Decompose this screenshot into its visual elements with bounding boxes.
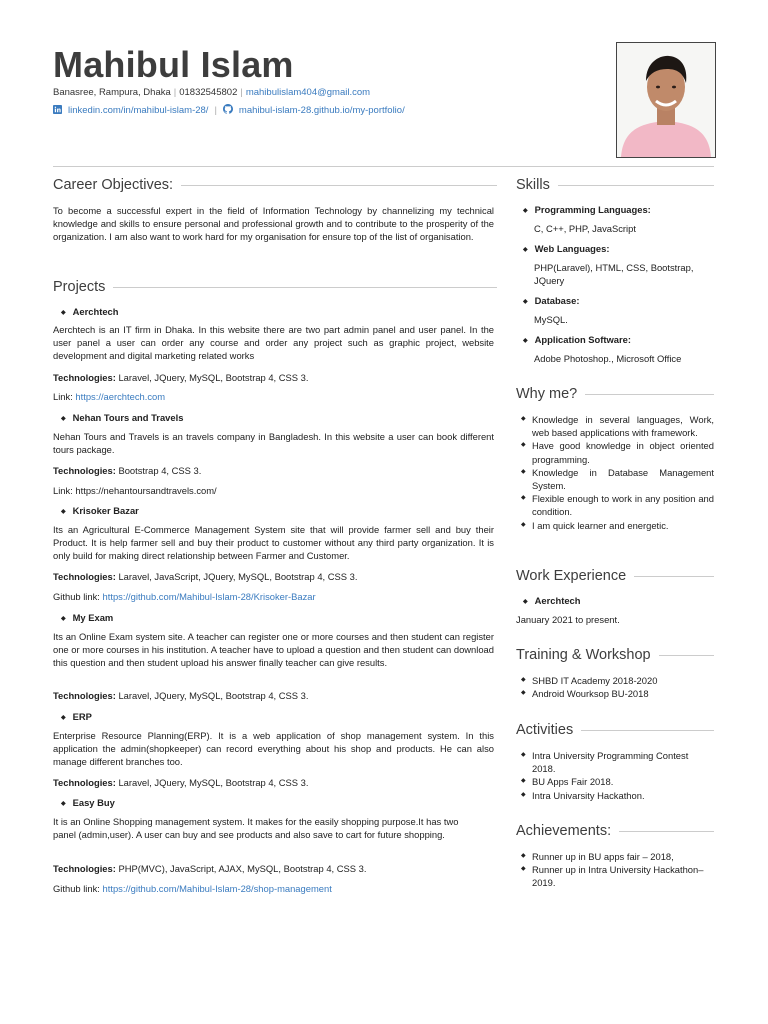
email-link[interactable]: mahibulislam404@gmail.com [245, 87, 371, 98]
link-label: Github link: [53, 591, 103, 602]
list-item: ◆ I am quick learner and energetic. [516, 519, 714, 532]
project-tech [53, 777, 308, 788]
list-item: ◆ Runner up in Intra University Hackathon–2019. [516, 863, 714, 889]
link-label: Github link: [53, 883, 103, 894]
section-why-title [516, 386, 714, 402]
activities-list [516, 749, 714, 802]
candidate-name: Mahibul Islam [53, 44, 294, 85]
career-text: To become a successful expert in the field of Information Technology by channelizing my technical knowledge and skills to ensure personal and professional growth and to contribute to the prosperity of the organization. I am also want to work hard for my organisation for ensure top of the list of organisation. [53, 205, 494, 243]
work-company: ◆ Aerchtech [523, 595, 580, 606]
list-item: ◆ Intra University Programming Contest 2018. [516, 749, 714, 775]
skill-heading: ◆ Programming Languages: [523, 204, 651, 215]
project-name: ◆ My Exam [61, 612, 113, 623]
link-label: Link: [53, 391, 76, 402]
social-links: linkedin.com/in/mahibul-islam-28/ | mahibul-islam-28.github.io/my-portfolio/ [53, 104, 405, 117]
linkedin-icon [53, 105, 62, 117]
list-item: ◆ Intra Univarsity Hackathon. [516, 789, 714, 802]
project-desc: Its an Online Exam system site. A teacher can register one or more courses and then student can register one or more courses in his institution. A teacher have to upload a question and then student can download this question and then student upload his answer finally teacher can give results. [53, 631, 494, 669]
project-desc: Aerchtech is an IT firm in Dhaka. In this website there are two part admin panel and user panel. In the user panel a user can order any course and order any project such as graphic project, website development and digital marketing related works [53, 324, 494, 362]
list-item: ◆ Runner up in BU apps fair – 2018, [516, 850, 714, 863]
tech-label: Technologies: [53, 690, 116, 701]
skill-heading: ◆ Web Languages: [523, 243, 609, 254]
header-divider [53, 166, 714, 167]
tech-value: Laravel, JQuery, MySQL, Bootstrap 4, CSS 3. [115, 372, 309, 383]
project-name: ◆ Krisoker Bazar [61, 505, 139, 516]
tech-label: Technologies: [53, 863, 116, 874]
skill-value: Adobe Photoshop., Microsoft Office [534, 353, 682, 364]
section-heading: Achievements: [516, 823, 612, 839]
section-heading: Training & Workshop [516, 647, 651, 663]
skill-value: MySQL. [534, 314, 568, 325]
list-item: ◆ SHBD IT Academy 2018-2020 [516, 674, 714, 687]
tech-value: Laravel, JQuery, MySQL, Bootstrap 4, CSS 3. [115, 690, 309, 701]
tech-value: Laravel, JavaScript, JQuery, MySQL, Bootstrap 4, CSS 3. [115, 571, 358, 582]
list-item: ◆ Knowledge in several languages, Work, web based applications with framework. [516, 413, 714, 439]
section-heading: Projects [53, 279, 106, 295]
project-desc: Enterprise Resource Planning(ERP). It is a web application of shop management system. In this application the admin(shopkeeper) can record everything about his shop and products. He can also manage different branches too. [53, 730, 494, 768]
phone: 01832545802 [179, 87, 238, 98]
project-tech [53, 465, 201, 476]
tech-label: Technologies: [53, 571, 116, 582]
project-name: ◆ ERP [61, 711, 92, 722]
list-item: ◆ Android Wourksop BU-2018 [516, 687, 714, 700]
tech-value: Laravel, JQuery, MySQL, Bootstrap 4, CSS 3. [115, 777, 309, 788]
project-tech [53, 571, 357, 582]
project-tech [53, 863, 366, 874]
list-item: ◆ BU Apps Fair 2018. [516, 775, 714, 788]
achievements-list [516, 850, 714, 890]
linkedin-link[interactable]: linkedin.com/in/mahibul-islam-28/ [68, 105, 209, 116]
skill-heading: ◆ Database: [523, 295, 579, 306]
project-link-line [53, 485, 217, 496]
section-achievements-title [516, 823, 714, 839]
portfolio-link[interactable]: mahibul-islam-28.github.io/my-portfolio/ [238, 105, 405, 116]
skill-heading: ◆ Application Software: [523, 334, 631, 345]
tech-value: PHP(MVC), JavaScript, AJAX, MySQL, Bootstrap 4, CSS 3. [115, 863, 367, 874]
list-item: ◆ Have good knowledge in object oriented programming. [516, 439, 714, 465]
github-icon [223, 104, 233, 117]
list-item: ◆ Flexible enough to work in any position and condition. [516, 492, 714, 518]
address: Banasree, Rampura, Dhaka [53, 87, 171, 98]
project-desc: It is an Online Shopping management system. It makes for the easily shopping purpose.It has two panel (admin,user). A user can buy and see products and also save to cart for future shopping. [53, 816, 459, 841]
project-link-line [53, 591, 316, 602]
section-work-title [516, 568, 714, 584]
section-projects-title [53, 279, 497, 295]
project-desc: Nehan Tours and Travels is an travels company in Bangladesh. In this website a user can book different tours package. [53, 431, 494, 456]
section-heading: Skills [516, 177, 550, 193]
project-link-line [53, 391, 165, 402]
skill-value: C, C++, PHP, JavaScript [534, 223, 636, 234]
section-heading: Work Experience [516, 568, 627, 584]
project-link-line [53, 883, 332, 894]
project-name: ◆ Aerchtech [61, 306, 118, 317]
why-list [516, 413, 714, 532]
section-skills-title [516, 177, 714, 193]
training-list [516, 674, 714, 700]
section-heading: Career Objectives: [53, 177, 174, 193]
project-link[interactable]: https://github.com/Mahibul-Islam-28/Krisoker-Bazar [102, 591, 316, 602]
contact-line: Banasree, Rampura, Dhaka | 01832545802 | mahibulislam404@gmail.com [53, 87, 371, 98]
tech-label: Technologies: [53, 777, 116, 788]
project-link[interactable]: https://aerchtech.com [75, 391, 166, 402]
tech-label: Technologies: [53, 465, 116, 476]
tech-label: Technologies: [53, 372, 116, 383]
project-name: ◆ Nehan Tours and Travels [61, 412, 183, 423]
project-name: ◆ Easy Buy [61, 797, 115, 808]
section-heading: Activities [516, 722, 574, 738]
project-link[interactable]: https://nehantoursandtravels.com/ [75, 485, 217, 496]
section-training-title [516, 647, 714, 663]
section-heading: Why me? [516, 386, 578, 402]
project-tech [53, 372, 308, 383]
project-tech [53, 690, 308, 701]
profile-photo [616, 42, 716, 158]
project-desc: Its an Agricultural E-Commerce Management System site that will provide farmer sell and buy their Product. It is help farmer sell and buy their product to customer without any third party organization. It is only build for making direct relationship between Farmer and Customer. [53, 524, 494, 562]
skill-value: PHP(Laravel), HTML, CSS, Bootstrap, JQuery [534, 262, 694, 287]
link-label: Link: [53, 485, 76, 496]
work-period: January 2021 to present. [516, 614, 620, 625]
section-career-title [53, 177, 497, 193]
list-item: ◆ Knowledge in Database Management System. [516, 466, 714, 492]
section-activities-title [516, 722, 714, 738]
project-link[interactable]: https://github.com/Mahibul-Islam-28/shop-management [102, 883, 332, 894]
tech-value: Bootstrap 4, CSS 3. [115, 465, 202, 476]
